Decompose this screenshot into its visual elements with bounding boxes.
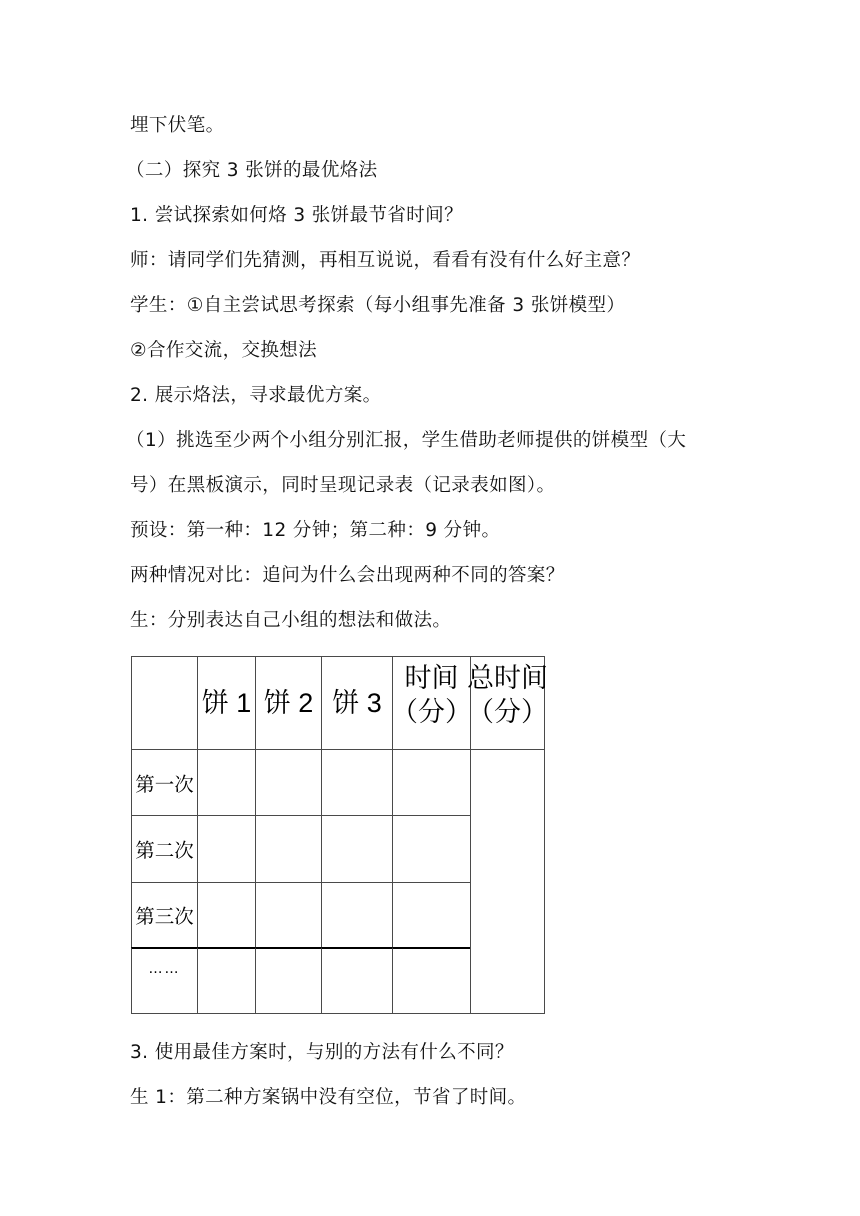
comparison-line: 两种情况对比：追问为什么会出现两种不同的答案？ <box>130 565 565 586</box>
step-2-heading: 2. 展示烙法，寻求最优方案。 <box>130 385 382 406</box>
record-table <box>131 656 548 1014</box>
step-2-item-1-line-1: （1）挑选至少两个小组分别汇报，学生借助老师提供的饼模型（大 <box>126 430 687 451</box>
table-cell <box>197 815 256 883</box>
table-cell <box>197 882 256 948</box>
student-line-2: ②合作交流，交换想法 <box>130 340 318 361</box>
table-cell <box>392 815 471 883</box>
table-cell <box>255 815 322 883</box>
step-2-item-1-line-2: 号）在黑板演示，同时呈现记录表（记录表如图）。 <box>130 475 556 496</box>
step-3-heading: 3. 使用最佳方案时，与别的方法有什么不同？ <box>130 1042 514 1063</box>
student-1-response: 生 1：第二种方案锅中没有空位，节省了时间。 <box>130 1087 527 1108</box>
table-cell <box>255 947 322 1014</box>
section-heading: （二）探究 3 张饼的最优烙法 <box>126 160 378 181</box>
paragraph-1: 埋下伏笔。 <box>130 115 225 136</box>
header-total-time: 总时间 （分） <box>470 656 545 750</box>
table-cell <box>321 882 393 948</box>
student-response-line: 生：分别表达自己小组的想法和做法。 <box>130 610 452 631</box>
table-cell <box>392 749 471 816</box>
table-cell <box>392 882 471 948</box>
table-cell <box>321 815 393 883</box>
header-bing-2: 饼 2 <box>255 656 322 750</box>
header-bing-1: 饼 1 <box>197 656 256 750</box>
table-cell <box>197 947 256 1014</box>
preset-line: 预设：第一种：12 分钟；第二种：9 分钟。 <box>130 520 501 541</box>
teacher-line: 师：请同学们先猜测，再相互说说，看看有没有什么好主意？ <box>130 250 641 271</box>
table-cell <box>255 749 322 816</box>
step-1-heading: 1. 尝试探索如何烙 3 张饼最节省时间？ <box>130 205 463 226</box>
table-cell <box>321 947 393 1014</box>
row-label-ellipsis: …… <box>131 947 198 1014</box>
table-cell <box>321 749 393 816</box>
header-bing-3: 饼 3 <box>321 656 393 750</box>
row-label-first: 第一次 <box>131 749 198 816</box>
header-empty-cell <box>131 656 198 750</box>
total-time-merged-cell <box>470 749 545 1014</box>
table-cell <box>197 749 256 816</box>
row-label-third: 第三次 <box>131 882 198 948</box>
header-time: 时间 （分） <box>392 656 471 750</box>
student-line-1: 学生：①自主尝试思考探索（每小组事先准备 3 张饼模型） <box>130 295 626 316</box>
row-label-second: 第二次 <box>131 815 198 883</box>
table-cell <box>392 947 471 1014</box>
table-cell <box>255 882 322 948</box>
